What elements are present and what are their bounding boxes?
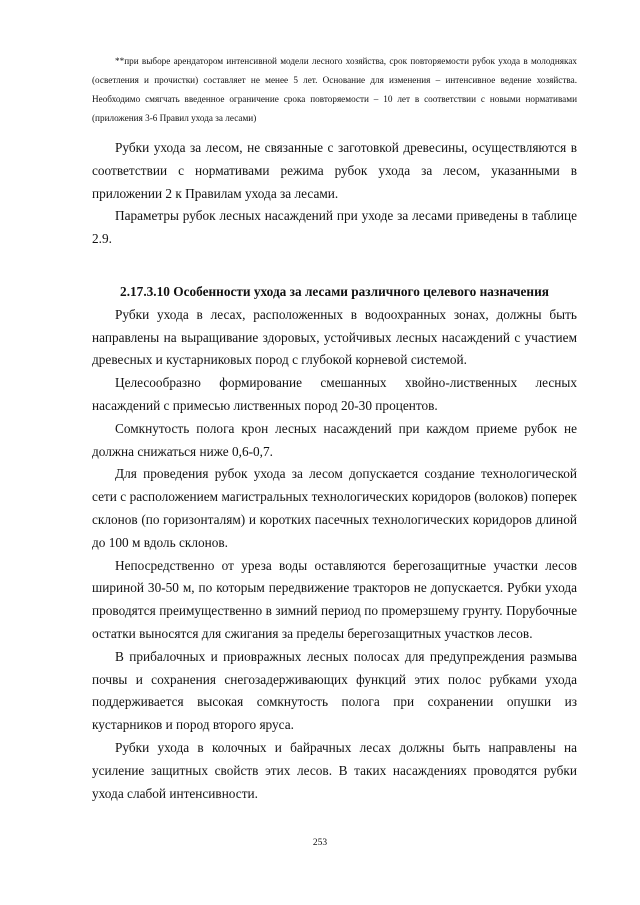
footnote bbox=[92, 52, 577, 128]
page-number: 253 bbox=[312, 838, 328, 848]
paragraph: Рубки ухода в лесах, расположенных в водоохранных зонах, должны быть направлены на выращивание здоровых, устойчивых лесных насаждений с участием древесных и кустарниковых пород с глубокой корневой системой. bbox=[92, 306, 577, 368]
paragraph: Рубки ухода в колочных и байрачных лесах должны быть направлены на усиление защитных свойств этих лесов. В таких насаждениях проводятся рубки ухода слабой интенсивности. bbox=[92, 739, 577, 801]
paragraph: Рубки ухода за лесом, не связанные с заготовкой древесины, осуществляются в соответствии с нормативами режима рубок ухода за лесом, указанными в приложении 2 к Правилам ухода за лесами. bbox=[92, 140, 577, 201]
document-page bbox=[92, 52, 577, 805]
footnote-text: **при выборе арендатором интенсивной модели лесного хозяйства, срок повторяемости рубок ухода в молодняках (осветления и прочистки) составляет не менее 5 лет. Основание для изменения – интенсивное ведение хозяйства. Необходимо смягчать введенное ограничение срока повторяемости – 10 лет в соответствии с новыми нормативами (приложения 3-6 Правил ухода за лесами) bbox=[92, 56, 577, 123]
section-heading: 2.17.3.10 Особенности ухода за лесами различного целевого назначения bbox=[120, 283, 549, 299]
paragraph: В прибалочных и приовражных лесных полосах для предупреждения размыва почвы и сохранения снегозадерживающих функций этих полос рубками ухода поддерживается высокая сомкнутость полога при сохранении опушки из кустарников и пород второго яруса. bbox=[92, 648, 577, 733]
paragraph: Непосредственно от уреза воды оставляются берегозащитные участки лесов шириной 30-50 м, по которым передвижение тракторов не допускается. Рубки ухода проводятся преимущественно в зимний период по промерзшему грунту. Порубочные остатки выносятся для сжигания за пределы берегозащитных участков лесов. bbox=[92, 557, 577, 641]
section-body bbox=[92, 304, 577, 806]
paragraph: Целесообразно формирование смешанных хвойно-лиственных лесных насаждений с примесью лиственных пород 20-30 процентов. bbox=[92, 375, 577, 413]
paragraph: Параметры рубок лесных насаждений при уходе за лесами приведены в таблице 2.9. bbox=[92, 208, 577, 247]
paragraph: Сомкнутость полога крон лесных насаждений при каждом приеме рубок не должна снижаться ниже 0,6-0,7. bbox=[92, 420, 577, 459]
paragraph: Для проведения рубок ухода за лесом допускается создание технологической сети с расположением магистральных технологических коридоров (волоков) поперек склонов (по горизонталям) и коротких пасечных технологических коридоров длиной до 100 м вдоль склонов. bbox=[92, 466, 577, 550]
intro-block bbox=[92, 137, 577, 251]
